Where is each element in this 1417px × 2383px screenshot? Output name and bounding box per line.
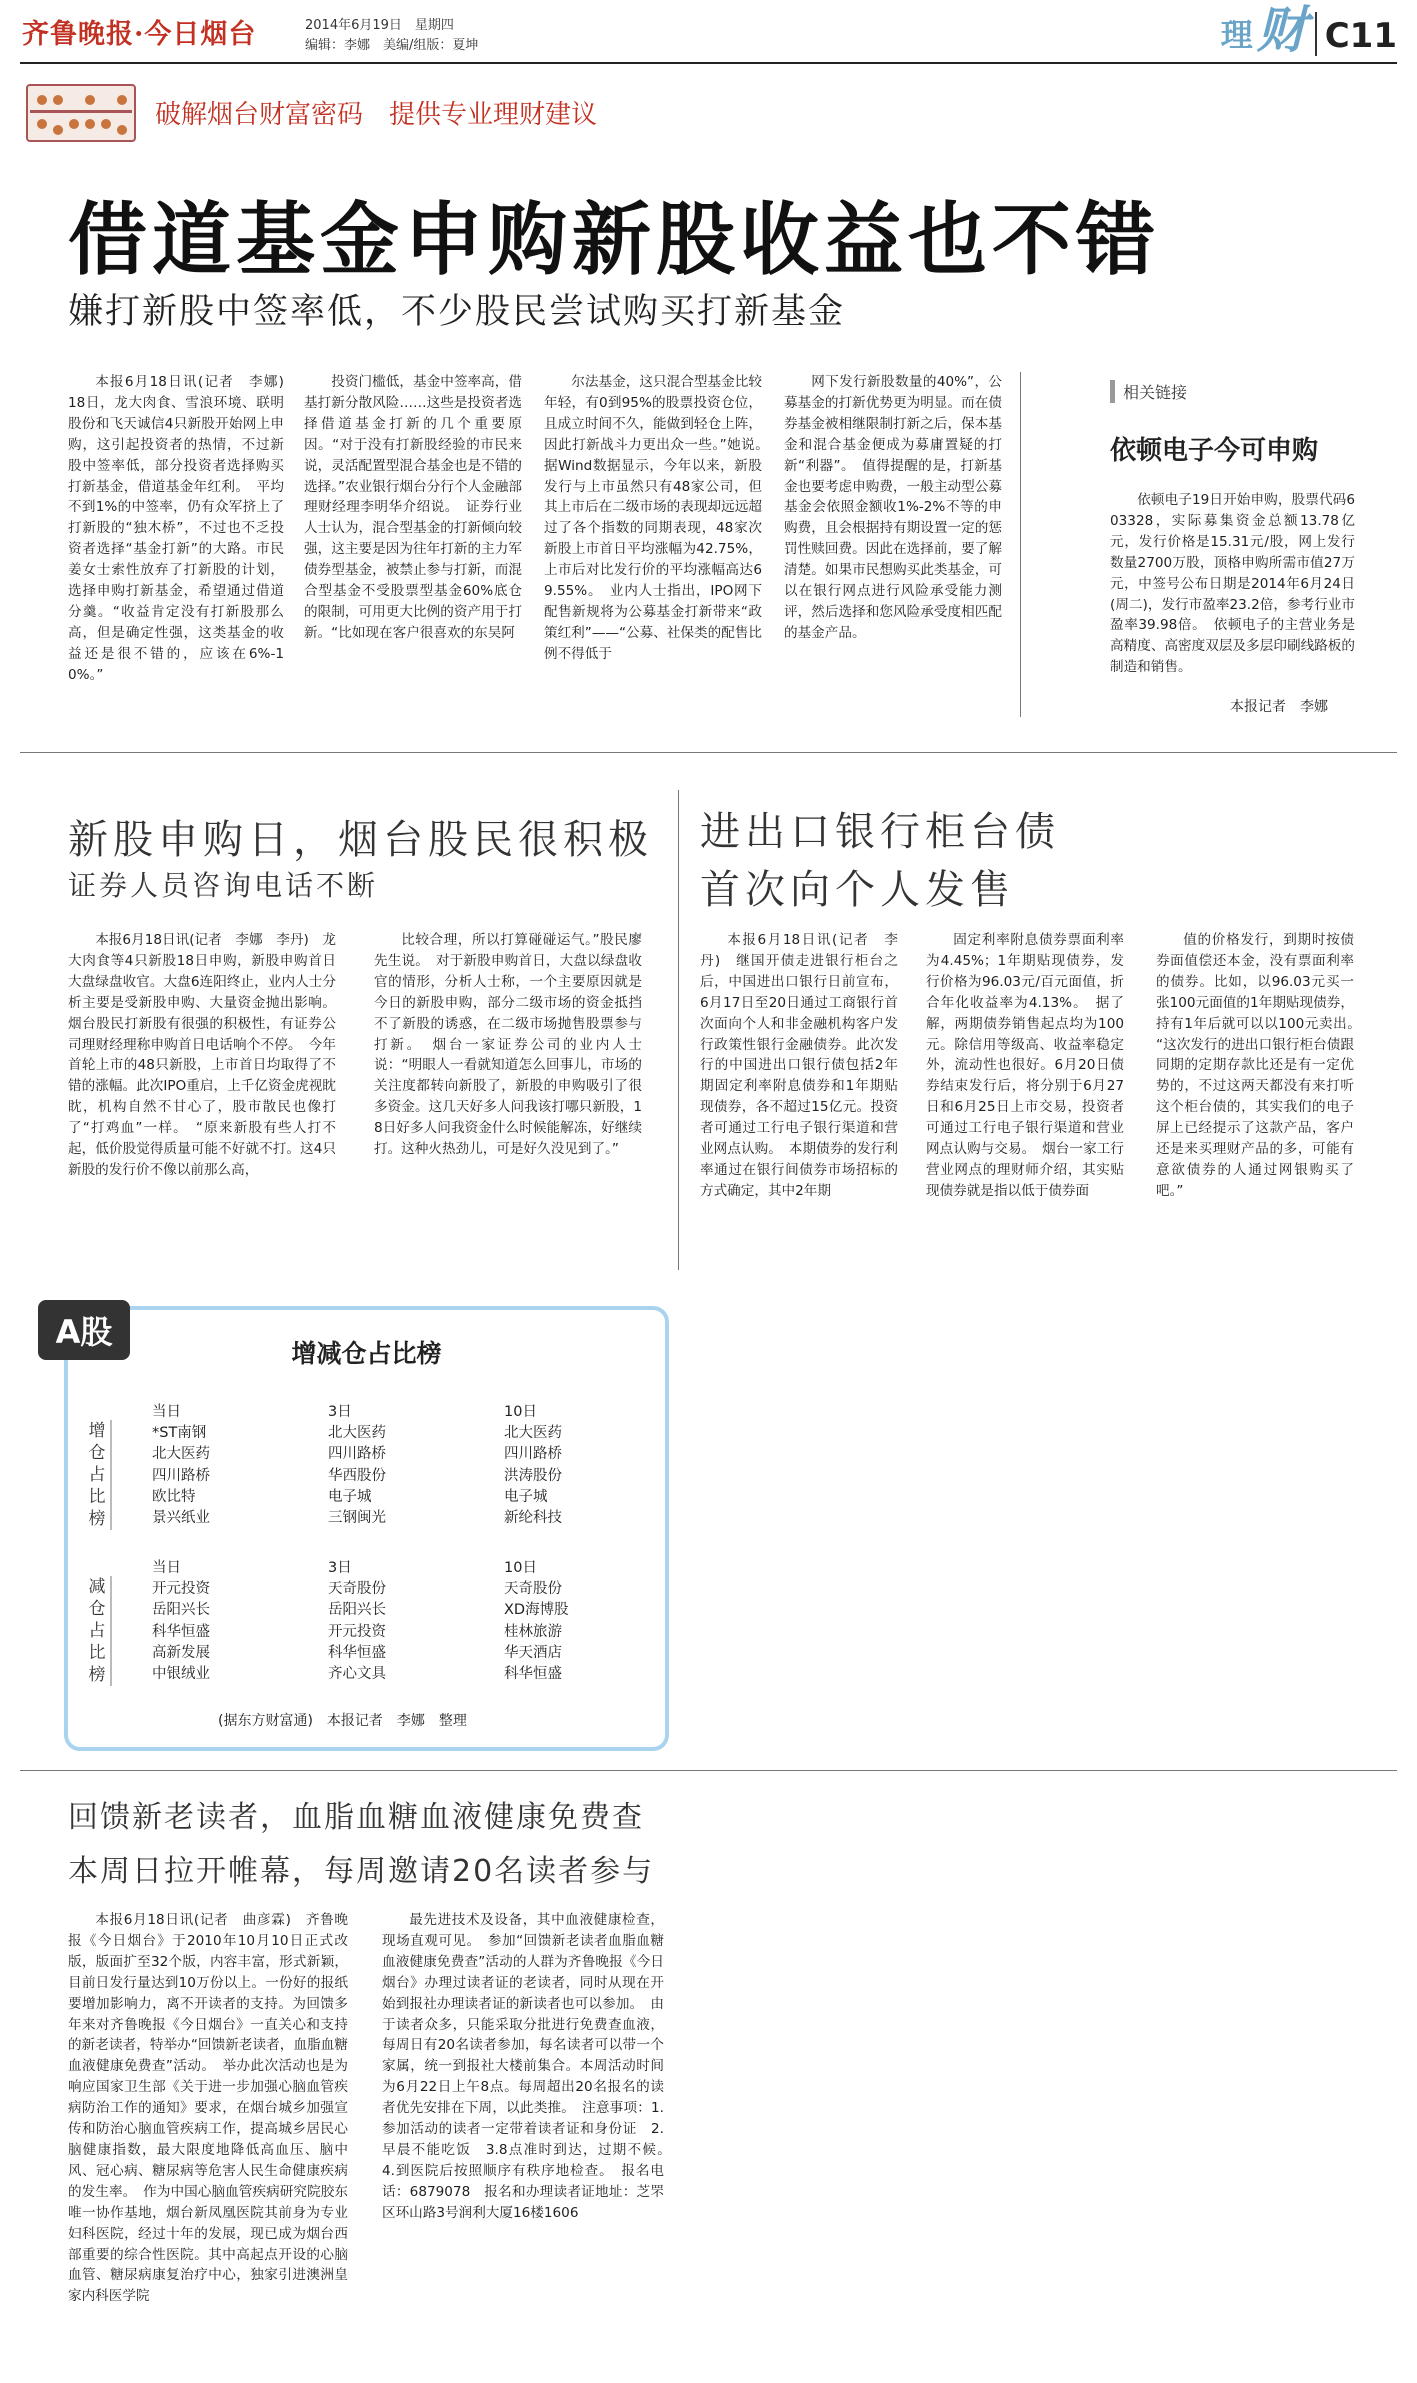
abacus-icon	[26, 84, 136, 142]
section-divider	[1315, 12, 1317, 56]
stock-item: 天奇股份	[504, 1581, 562, 1598]
stock-item: 北大医药	[328, 1425, 386, 1442]
story3-headline-line1: 进出口银行柜台债	[700, 809, 1060, 855]
ashare-badge: A股	[38, 1300, 130, 1360]
lead-column-4: 网下发行新股数量的40%”，公募基金的打新优势更为明显。而在债券基金被相继限制打新之后，保本基金和混合基金便成为募庸置疑的打新“利器”。 值得提醒的是，打新基金也要考虑申购费，一般主动型公募基金会依照金额收1%-2%不等的申购费，且会根据持有期设置一定的惩罚性赎回费。因此在选择前，要了解清楚。如果市民想购买此类基金，可以在银行网点进行风险承受能力测评，然后选择和您风险承受度相匹配的基金产品。	[784, 374, 1002, 641]
stock-item: 天奇股份	[328, 1581, 386, 1598]
stock-item: 洪涛股份	[504, 1467, 562, 1484]
stock-item: 北大医药	[504, 1425, 562, 1442]
stock-item: 科华恒盛	[152, 1623, 210, 1640]
increase-col-3day	[328, 1402, 386, 1529]
stock-item: 岳阳兴长	[152, 1602, 210, 1619]
stock-item: 三钢闽光	[328, 1510, 386, 1527]
ashare-ranking-card	[64, 1306, 669, 1751]
decrease-label: 减仓占比榜	[88, 1576, 112, 1686]
period-label: 3日	[328, 1404, 352, 1420]
sidebar-divider	[1020, 372, 1021, 717]
stock-item: 四川路桥	[152, 1467, 210, 1484]
story2-column-2: 比较合理，所以打算碰碰运气。”股民廖先生说。 对于新股申购首日，大盘以绿盘收官的情形，分析人士称，一个主要原因就是今日的新股申购，部分二级市场的资金抵挡不了新股的诱惑，在二级市场抛售股票参与打新。 烟台一家证券公司的业内人士说：“明眼人一看就知道怎么回事儿，市场的关注度都转向新股了，新股的申购吸引了很多资金。这几天好多人问我该打哪只新股，18日好多人问我资金什么时候能解冻，好继续打。这种火热劲儿，可是好久没见到了。”	[374, 932, 642, 1158]
story3-column-3: 值的价格发行，到期时按债券面值偿还本金，没有票面利率的债券。比如，以96.03元买一张100元面值的1年期贴现债券，持有1年后就可以以100元卖出。 “这次发行的进出口银行柜台债跟同期的定期存款比还是有一定优势的，不过这两天都没有来打听这个柜台债的，其实我们的电子屏上已经提示了这款产品，客户还是来买理财产品的多，可能有意欲债券的人通过网银购买了吧。”	[1156, 932, 1368, 1199]
decrease-col-3day	[328, 1558, 386, 1685]
lead-column-2: 投资门槛低，基金中签率高，借基打新分散风险……这些是投资者选择借道基金打新的几个重要原因。“对于没有打新股经验的市民来说，灵活配置型混合基金也是不错的选择。”农业银行烟台分行个人金融部理财经理李明华介绍说。 证券行业人士认为，混合型基金的打新倾向较强，这主要是因为往年打新的主力军债券型基金，被禁止参与打新，而混合型基金不受股票型基金60%底仓的限制，可用更大比例的资产用于打新。“比如现在客户很喜欢的东吴阿	[304, 374, 522, 641]
related-link-tag: 相关链接	[1110, 380, 1187, 403]
section-char-2: 财	[1256, 0, 1307, 59]
section-logo	[1220, 0, 1397, 59]
stock-item: 华西股份	[328, 1467, 386, 1484]
stock-item: 四川路桥	[504, 1446, 562, 1463]
masthead-rule	[20, 62, 1397, 64]
story2-column-1: 本报6月18日讯(记者 李娜 李丹) 龙大肉食等4只新股18日申购，新股申购首日大盘绿盘收官。大盘6连阳终止，业内人士分析主要是受新股申购、大量资金抛出影响。烟台股民打新股有很强的积极性，有证券公司理财经理称申购首日电话响个不停。 今年首轮上市的48只新股，上市首日均取得了不错的涨幅。此次IPO重启，上千亿资金虎视眈眈，机构自然不甘心了，股市散民也像打了“打鸡血”一样。 “原来新股有些人打不起，低价股觉得质量可能不好就不打。这4只新股的发行价不像以前那么高，	[68, 932, 336, 1178]
period-label: 10日	[504, 1404, 537, 1420]
stock-item: 齐心文具	[328, 1666, 386, 1683]
increase-col-10day	[504, 1402, 562, 1529]
column-divider	[678, 790, 679, 1270]
story3-column-1: 本报6月18日讯(记者 李丹) 继国开债走进银行柜台之后，中国进出口银行日前宣布，6月17日至20日通过工商银行首次面向个人和非金融机构客户发行政策性银行金融债券。此次发行的中国进出口银行债包括2年期固定利率附息债券和1年期贴现债券，各不超过15亿元。投资者可通过工行电子银行渠道和营业网点认购。 本期债券的发行利率通过在银行间债券市场招标的方式确定，其中2年期	[700, 932, 898, 1199]
story4-column-1: 本报6月18日讯(记者 曲彦霖) 齐鲁晚报《今日烟台》于2010年10月10日正式改版，版面扩至32个版，内容丰富，形式新颖，目前日发行量达到10万份以上。一份好的报纸要增加影响力，离不开读者的支持。为回馈多年来对齐鲁晚报《今日烟台》一直关心和支持的新老读者，特举办“回馈新老读者，血脂血糖血液健康免费查”活动。 举办此次活动也是为响应国家卫生部《关于进一步加强心脑血管疾病防治工作的通知》要求，在烟台城乡加强宣传和防治心脑血管疾病工作，提高城乡居民心脑健康指数，最大限度地降低高血压、脑中风、冠心病、糖尿病等危害人民生命健康疾病的发生率。 作为中国心脑血管疾病研究院胶东唯一协作基地，烟台新凤凰医院其前身为专业妇科医院，经过十年的发展，现已成为烟台西部重要的综合性医院。其中高起点开设的心脑血管、糖尿病康复治疗中心，独家引进澳洲皇家内科医学院	[68, 1912, 348, 2305]
ashare-card-title: 增减仓占比榜	[291, 1339, 442, 1368]
section-rule-2	[20, 1770, 1397, 1771]
story2-subhead: 证券人员咨询电话不断	[68, 869, 379, 902]
stock-item: 欧比特	[152, 1488, 196, 1505]
stock-item: XD海博股	[504, 1602, 569, 1619]
period-label: 10日	[504, 1560, 537, 1576]
stock-item: 科华恒盛	[504, 1666, 562, 1683]
lead-column-1: 本报6月18日讯(记者 李娜) 18日，龙大肉食、雪浪环境、联明股份和飞天诚信4只新股开始网上申购，这引起投资者的热情，不过新股中签率低，部分投资者选择购买打新基金，借道基金年红利。 平均不到1%的中签率，仍有众军挤上了打新股的“独木桥”，不过也不乏投资者选择“基金打新”的大路。市民姜女士索性放弃了打新股的计划，选择申购打新基金，希望通过借道分羹。“收益肯定没有打新股那么高，但是确定性强，这类基金的收益还是很不错的，应该在6%-10%。”	[68, 374, 298, 683]
stock-item: 四川路桥	[328, 1446, 386, 1463]
decrease-col-today	[152, 1558, 210, 1685]
stock-item: *ST南钢	[152, 1425, 207, 1442]
period-label: 当日	[152, 1404, 181, 1420]
section-tagline: 破解烟台财富密码 提供专业理财建议	[155, 100, 598, 130]
ashare-source: (据东方财富通) 本报记者 李娜 整理	[218, 1713, 467, 1729]
stock-item: 电子城	[504, 1488, 548, 1505]
story3-headline-line2: 首次向个人发售	[700, 867, 1015, 913]
stock-item: 中银绒业	[152, 1666, 210, 1683]
sidebar-body: 依顿电子19日开始申购，股票代码603328，实际募集资金总额13.78亿元，发行价格是15.31元/股，网上发行数量2700万股，顶格申购所需市值27万元，中签号公布日期是2014年6月24日(周二)，发行市盈率23.2倍，参考行业市盈率39.98倍。 依顿电子的主营业务是高精度、高密度双层及多层印刷线路板的制造和销售。	[1110, 492, 1355, 676]
stock-item: 景兴纸业	[152, 1510, 210, 1527]
stock-item: 科华恒盛	[328, 1644, 386, 1661]
period-label: 当日	[152, 1560, 181, 1576]
lead-subhead: 嫌打新股中签率低，不少股民尝试购买打新基金	[68, 292, 846, 332]
stock-item: 开元投资	[328, 1623, 386, 1640]
stock-item: 高新发展	[152, 1644, 210, 1661]
increase-col-today	[152, 1402, 210, 1529]
period-label: 3日	[328, 1560, 352, 1576]
story3-column-2: 固定利率附息债券票面利率为4.45%；1年期贴现债券，发行价格为96.03元/百元面值，折合年化收益率为4.13%。 据了解，两期债券销售起点均为100元。除信用等级高、收益率稳定外，流动性也很好。6月20日债券结束发行后，将分别于6月27日和6月25日上市交易，投资者可通过工行电子银行渠道和营业网点认购与交易。 烟台一家工行营业网点的理财师介绍，其实贴现债券就是指以低于债券面	[926, 932, 1124, 1199]
sidebar-byline: 本报记者 李娜	[1230, 699, 1328, 715]
story2-headline: 新股申购日，烟台股民很积极	[68, 817, 653, 863]
stock-item: 华天酒店	[504, 1644, 562, 1661]
stock-item: 北大医药	[152, 1446, 210, 1463]
story4-column-2: 最先进技术及设备，其中血液健康检查，现场直观可见。 参加“回馈新老读者血脂血糖血液健康免费查”活动的人群为齐鲁晚报《今日烟台》办理过读者证的老读者，同时从现在开始到报社办理读者证的新读者也可以参加。 由于读者众多，只能采取分批进行免费查血液，每周日有20名读者参加，每名读者可以带一个家属，统一到报社大楼前集合。本周活动时间为6月22日上午8点。每周超出20名报名的读者优先安排在下周，以此类推。 注意事项：1.参加活动的读者一定带着读者证和身份证 2.早晨不能吃饭 3.8点准时到达，过期不候。 4.到医院后按照顺序有秩序地检查。 报名电话：6879078 报名和办理读者证地址：芝罘区环山路3号润利大厦16楼1606	[382, 1912, 678, 2221]
issue-date: 2014年6月19日 星期四	[305, 18, 454, 33]
stock-item: 新纶科技	[504, 1510, 562, 1527]
story4-headline-line1: 回馈新老读者，血脂血糖血液健康免费查	[68, 1800, 644, 1835]
section-rule-1	[20, 752, 1397, 753]
story4-headline-line2: 本周日拉开帷幕，每周邀请20名读者参与	[68, 1854, 655, 1889]
lead-column-3: 尔法基金，这只混合型基金比较年轻，有0到95%的股票投资仓位，且成立时间不久，能做到轻仓上阵，因此打新战斗力更出众一些。”她说。 据Wind数据显示，今年以来，新股发行与上市虽然只有48家公司，但其上市后在二级市场的表现却远远超过了各个指数的同期表现，48家次新股上市首日平均涨幅为42.75%，上市后对比发行价的平均涨幅高达69.55%。 业内人士指出，IPO网下配售新规将为公募基金打新带来“政策红利”——“公募、社保类的配售比例不得低于	[544, 374, 776, 662]
stock-item: 桂林旅游	[504, 1623, 562, 1640]
stock-item: 岳阳兴长	[328, 1602, 386, 1619]
editor-credits: 编辑：李娜 美编/组版：夏坤	[305, 38, 479, 53]
stock-item: 电子城	[328, 1488, 372, 1505]
page-number: C11	[1324, 16, 1397, 56]
increase-label: 增仓占比榜	[88, 1420, 112, 1530]
section-char-1: 理	[1220, 16, 1253, 54]
sidebar-title: 依顿电子今可申购	[1110, 436, 1319, 466]
lead-headline: 借道基金申购新股收益也不错	[68, 193, 1160, 286]
masthead-brand: 齐鲁晚报·今日烟台	[22, 19, 257, 50]
decrease-col-10day	[504, 1558, 569, 1685]
stock-item: 开元投资	[152, 1581, 210, 1598]
